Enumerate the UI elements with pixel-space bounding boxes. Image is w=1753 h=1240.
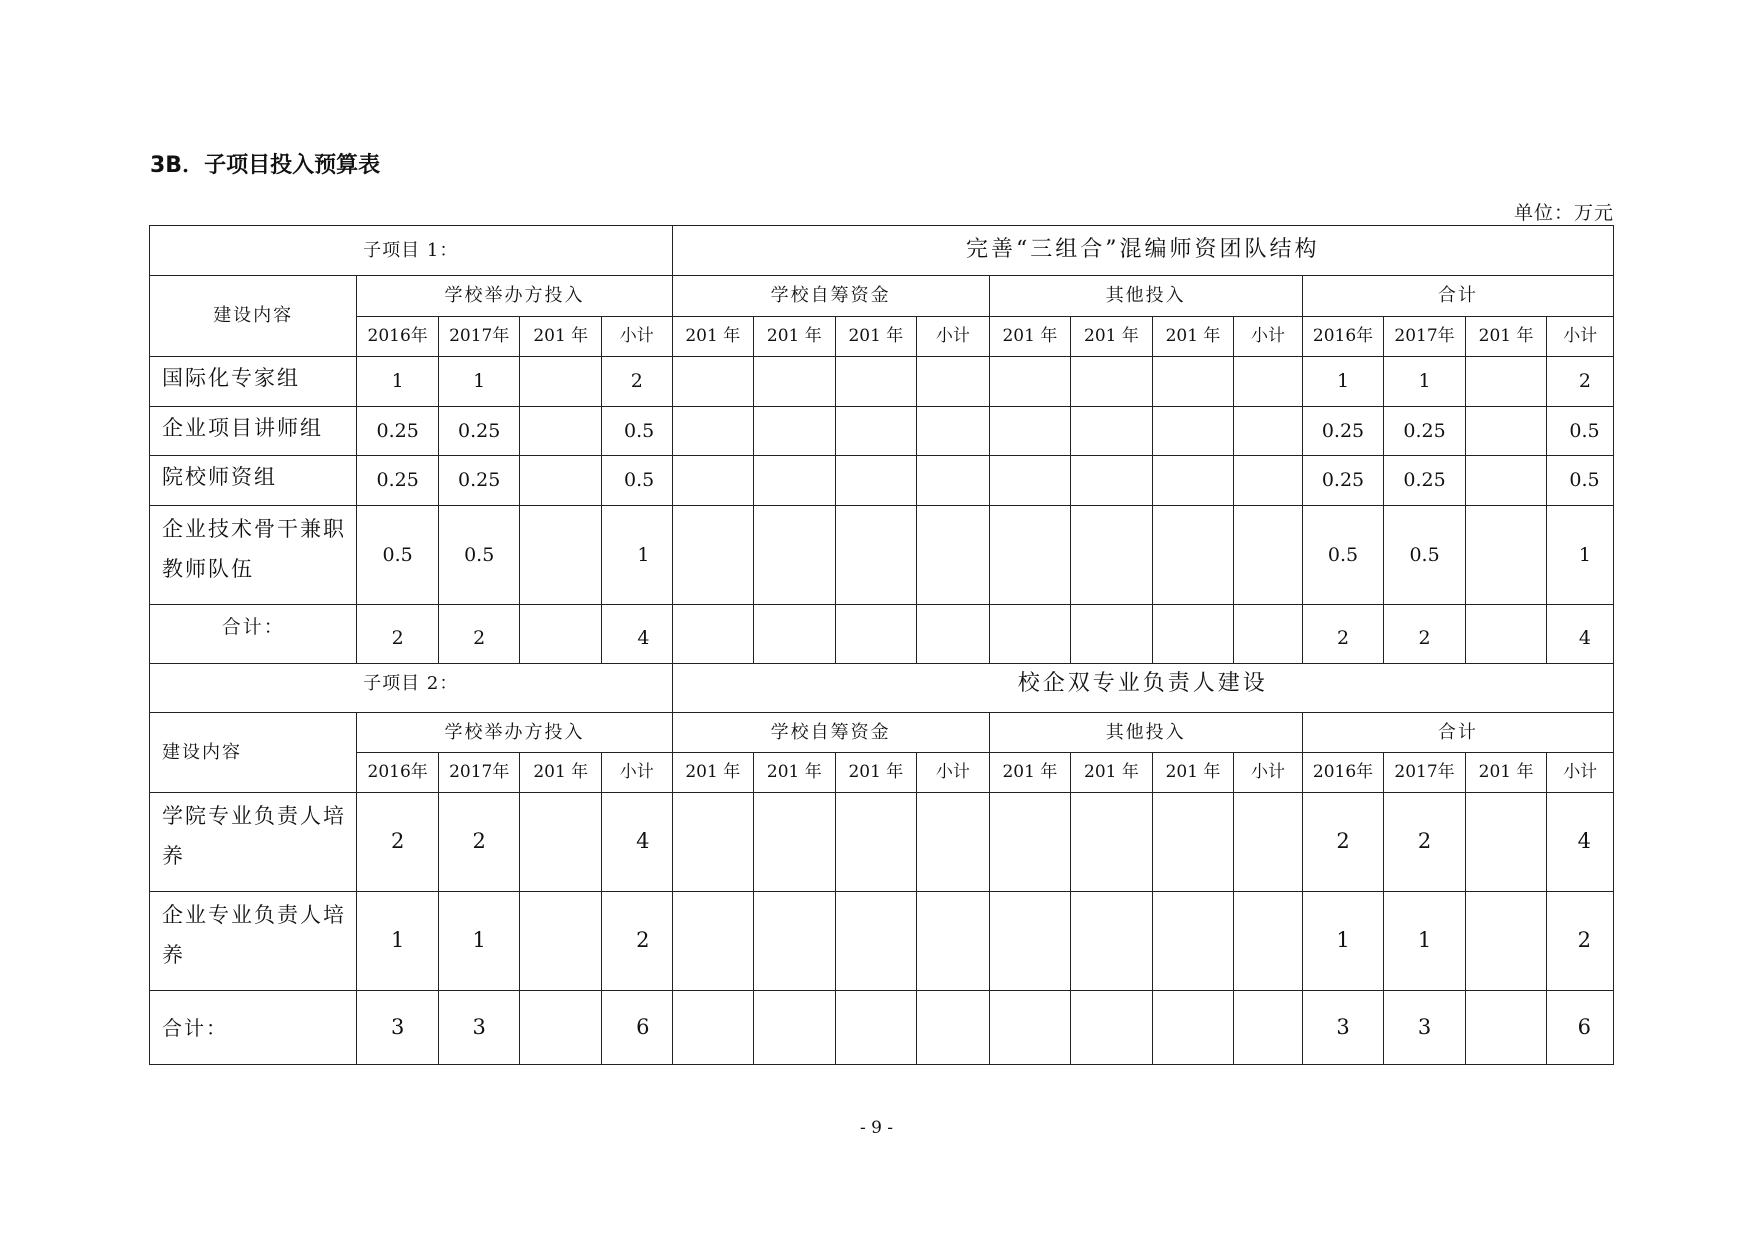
cell: 0.25: [438, 456, 520, 506]
construction-content-header: 建设内容: [150, 276, 357, 357]
cell: 0.25: [357, 407, 439, 456]
cell: [520, 892, 602, 991]
table-row: [150, 456, 1614, 506]
year-header: 201 年: [754, 317, 836, 357]
cell: [754, 506, 836, 605]
cell: 2: [1547, 892, 1614, 991]
cell: 0.5: [1384, 506, 1466, 605]
cell: [1465, 605, 1547, 664]
cell: 0.25: [1302, 407, 1384, 456]
cell: [1071, 793, 1153, 892]
cell: [1152, 793, 1234, 892]
row-item: 企业项目讲师组: [150, 407, 357, 456]
subtotal-header: 小计: [1234, 317, 1302, 357]
cell: [1465, 357, 1547, 407]
cell: 1: [1384, 892, 1466, 991]
cell: [520, 357, 602, 407]
group-other-header: 其他投入: [989, 276, 1302, 317]
year-header: 201 年: [520, 753, 602, 793]
cell: [1234, 793, 1302, 892]
cell: [835, 456, 917, 506]
cell: [1234, 605, 1302, 664]
subtotal-header: 小计: [1547, 317, 1614, 357]
year-header: 201 年: [989, 317, 1071, 357]
cell: 6: [1547, 991, 1614, 1065]
cell: [754, 357, 836, 407]
cell: 2: [357, 605, 439, 664]
cell: 1: [357, 357, 439, 407]
subtotal-header: 小计: [1234, 753, 1302, 793]
subtotal-header: 小计: [1547, 753, 1614, 793]
group-school-header: 学校举办方投入: [357, 276, 672, 317]
year-header: 2017年: [438, 753, 520, 793]
construction-content-header: 建设内容: [150, 713, 357, 793]
cell: 2: [602, 357, 672, 407]
cell: [754, 407, 836, 456]
year-header: 2016年: [357, 753, 439, 793]
cell: [917, 456, 989, 506]
year-header: 2017年: [1384, 317, 1466, 357]
cell: [1152, 357, 1234, 407]
cell: 0.5: [1302, 506, 1384, 605]
cell: 4: [602, 793, 672, 892]
cell: [989, 991, 1071, 1065]
group-self-header: 学校自筹资金: [672, 276, 989, 317]
cell: [672, 991, 754, 1065]
cell: [520, 991, 602, 1065]
year-header: 201 年: [520, 317, 602, 357]
cell: [1152, 506, 1234, 605]
cell: [1071, 605, 1153, 664]
year-header: 201 年: [672, 317, 754, 357]
cell: 0.25: [1384, 407, 1466, 456]
cell: 4: [1547, 793, 1614, 892]
year-header: 201 年: [1071, 753, 1153, 793]
cell: [1152, 605, 1234, 664]
cell: [1465, 456, 1547, 506]
year-header: 201 年: [835, 753, 917, 793]
row-item: 国际化专家组: [150, 357, 357, 407]
group-header-row: [150, 713, 1614, 753]
cell: [835, 407, 917, 456]
subproject2-label: 子项目 2：: [150, 664, 673, 713]
cell: [989, 793, 1071, 892]
cell: [1234, 506, 1302, 605]
cell: [520, 506, 602, 605]
cell: [672, 357, 754, 407]
row-item: 学院专业负责人培养: [150, 793, 357, 892]
year-header: 201 年: [1152, 317, 1234, 357]
cell: 2: [1384, 793, 1466, 892]
cell: 1: [1384, 357, 1466, 407]
cell: [1071, 892, 1153, 991]
cell: [917, 892, 989, 991]
row-item: 院校师资组: [150, 456, 357, 506]
cell: [989, 456, 1071, 506]
cell: [1152, 991, 1234, 1065]
cell: [754, 793, 836, 892]
table-row: [150, 892, 1614, 991]
total-row: [150, 605, 1614, 664]
year-header: 2017年: [438, 317, 520, 357]
cell: [989, 506, 1071, 605]
total-row: [150, 991, 1614, 1065]
subtotal-header: 小计: [917, 317, 989, 357]
cell: [672, 407, 754, 456]
cell: 0.5: [357, 506, 439, 605]
cell: [1465, 407, 1547, 456]
cell: [1152, 456, 1234, 506]
cell: 3: [438, 991, 520, 1065]
cell: 2: [438, 605, 520, 664]
cell: [754, 892, 836, 991]
total-label: 合计：: [150, 605, 357, 664]
cell: [520, 456, 602, 506]
cell: 1: [1302, 357, 1384, 407]
cell: [1071, 991, 1153, 1065]
cell: 1: [1302, 892, 1384, 991]
subproject1-label: 子项目 1：: [150, 226, 673, 276]
cell: [917, 506, 989, 605]
subtotal-header: 小计: [602, 753, 672, 793]
cell: 0.5: [602, 407, 672, 456]
cell: 0.25: [1302, 456, 1384, 506]
cell: 3: [357, 991, 439, 1065]
cell: 2: [1302, 793, 1384, 892]
cell: [1465, 892, 1547, 991]
subproject2-name: 校企双专业负责人建设: [672, 664, 1613, 713]
cell: 3: [1384, 991, 1466, 1065]
cell: [1465, 793, 1547, 892]
cell: 1: [438, 357, 520, 407]
cell: 1: [438, 892, 520, 991]
cell: 2: [357, 793, 439, 892]
cell: 2: [438, 793, 520, 892]
cell: 3: [1302, 991, 1384, 1065]
cell: [754, 456, 836, 506]
year-header: 201 年: [989, 753, 1071, 793]
table-row: [150, 793, 1614, 892]
group-total-header: 合计: [1302, 276, 1613, 317]
cell: 6: [602, 991, 672, 1065]
group-self-header: 学校自筹资金: [672, 713, 989, 753]
cell: [672, 605, 754, 664]
cell: [672, 506, 754, 605]
year-header: 201 年: [1465, 317, 1547, 357]
year-header: 201 年: [835, 317, 917, 357]
cell: 2: [1302, 605, 1384, 664]
cell: [1152, 892, 1234, 991]
cell: 4: [1547, 605, 1614, 664]
year-header-row: [150, 317, 1614, 357]
year-header: 201 年: [672, 753, 754, 793]
cell: [835, 793, 917, 892]
cell: 0.5: [438, 506, 520, 605]
cell: 0.25: [1384, 456, 1466, 506]
budget-table: [149, 225, 1614, 1065]
cell: [917, 793, 989, 892]
cell: [1465, 506, 1547, 605]
table-row: [150, 357, 1614, 407]
cell: [835, 991, 917, 1065]
subtotal-header: 小计: [602, 317, 672, 357]
year-header-row: [150, 753, 1614, 793]
cell: [835, 506, 917, 605]
subproject2-header-row: [150, 664, 1614, 713]
year-header: 2016年: [1302, 317, 1384, 357]
cell: [1234, 407, 1302, 456]
group-total-header: 合计: [1302, 713, 1613, 753]
cell: [672, 892, 754, 991]
page-number: - 9 -: [859, 1118, 894, 1138]
cell: [917, 357, 989, 407]
cell: [835, 605, 917, 664]
cell: [1234, 991, 1302, 1065]
subtotal-header: 小计: [917, 753, 989, 793]
cell: 1: [1547, 506, 1614, 605]
cell: [917, 605, 989, 664]
row-item: 企业专业负责人培养: [150, 892, 357, 991]
cell: [520, 793, 602, 892]
cell: 1: [602, 506, 672, 605]
group-other-header: 其他投入: [989, 713, 1302, 753]
cell: [1071, 407, 1153, 456]
cell: 0.5: [1547, 407, 1614, 456]
cell: [1234, 456, 1302, 506]
year-header: 2016年: [1302, 753, 1384, 793]
cell: [917, 407, 989, 456]
total-label: 合计：: [150, 991, 357, 1065]
cell: 0.25: [357, 456, 439, 506]
cell: [989, 357, 1071, 407]
year-header: 201 年: [1465, 753, 1547, 793]
year-header: 201 年: [1071, 317, 1153, 357]
cell: [1071, 506, 1153, 605]
year-header: 2017年: [1384, 753, 1466, 793]
group-school-header: 学校举办方投入: [357, 713, 672, 753]
cell: [1152, 407, 1234, 456]
page-title: 3B．子项目投入预算表: [150, 153, 381, 178]
cell: 2: [602, 892, 672, 991]
subproject1-header-row: [150, 226, 1614, 276]
cell: [672, 793, 754, 892]
year-header: 2016年: [357, 317, 439, 357]
cell: [989, 407, 1071, 456]
cell: [1465, 991, 1547, 1065]
cell: [1234, 892, 1302, 991]
cell: [1071, 456, 1153, 506]
cell: [1071, 357, 1153, 407]
row-item: 企业技术骨干兼职教师队伍: [150, 506, 357, 605]
cell: [520, 605, 602, 664]
table-row: [150, 407, 1614, 456]
year-header: 201 年: [754, 753, 836, 793]
group-header-row: [150, 276, 1614, 317]
unit-label: 单位：万元: [1513, 202, 1614, 224]
cell: [835, 892, 917, 991]
cell: [989, 892, 1071, 991]
cell: [520, 407, 602, 456]
cell: 0.25: [438, 407, 520, 456]
cell: 1: [357, 892, 439, 991]
cell: [672, 456, 754, 506]
cell: [835, 357, 917, 407]
subproject1-name: 完善“三组合”混编师资团队结构: [672, 226, 1613, 276]
year-header: 201 年: [1152, 753, 1234, 793]
cell: 0.5: [1547, 456, 1614, 506]
table-row: [150, 506, 1614, 605]
cell: [754, 991, 836, 1065]
cell: 2: [1384, 605, 1466, 664]
cell: [989, 605, 1071, 664]
cell: 0.5: [602, 456, 672, 506]
cell: [754, 605, 836, 664]
cell: 4: [602, 605, 672, 664]
cell: [917, 991, 989, 1065]
cell: [1234, 357, 1302, 407]
cell: 2: [1547, 357, 1614, 407]
